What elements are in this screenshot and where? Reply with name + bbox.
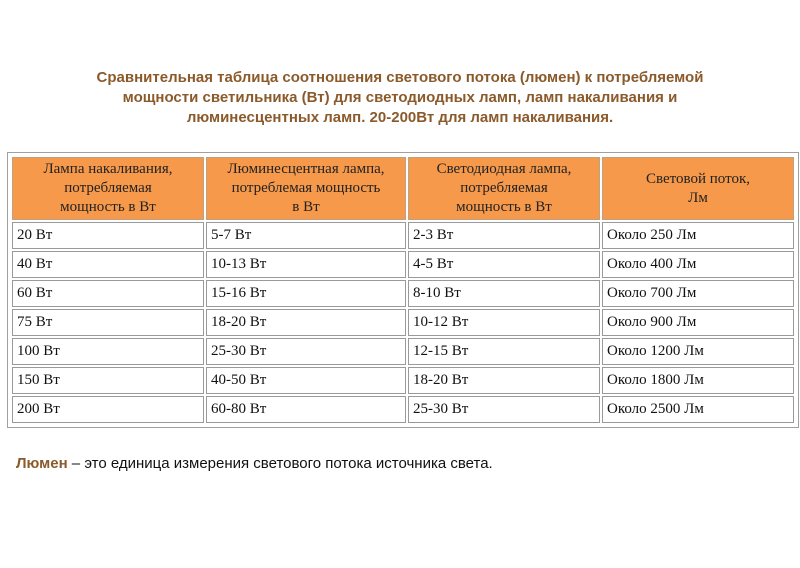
table-row <box>12 367 794 394</box>
title-line-3: люминесцентных ламп. 20-200Вт для ламп накаливания. <box>186 109 614 126</box>
cell-led: 10-12 Вт <box>408 309 600 336</box>
cell-led: 12-15 Вт <box>408 338 600 365</box>
table-row <box>12 338 794 365</box>
footnote-text: – это единица измерения светового потока источника света. <box>67 455 493 472</box>
cell-incandescent: 40 Вт <box>12 251 204 278</box>
table-header-row <box>12 157 794 220</box>
table-row <box>12 309 794 336</box>
cell-incandescent: 200 Вт <box>12 396 204 423</box>
cell-lumens: Около 900 Лм <box>602 309 794 336</box>
cell-incandescent: 20 Вт <box>12 222 204 249</box>
cell-lumens: Около 700 Лм <box>602 280 794 307</box>
title-line-2: мощности светильника (Вт) для светодиодных ламп, ламп накаливания и <box>122 89 678 106</box>
cell-incandescent: 150 Вт <box>12 367 204 394</box>
cell-fluorescent: 15-16 Вт <box>206 280 406 307</box>
cell-led: 2-3 Вт <box>408 222 600 249</box>
table-row <box>12 251 794 278</box>
footnote-term: Люмен <box>16 455 68 472</box>
cell-fluorescent: 18-20 Вт <box>206 309 406 336</box>
table-row <box>12 280 794 307</box>
cell-fluorescent: 5-7 Вт <box>206 222 406 249</box>
cell-incandescent: 60 Вт <box>12 280 204 307</box>
header-fluorescent: Люминесцентная лампа, потреблемая мощность в Вт <box>206 157 406 220</box>
cell-led: 25-30 Вт <box>408 396 600 423</box>
cell-lumens: Около 400 Лм <box>602 251 794 278</box>
cell-incandescent: 100 Вт <box>12 338 204 365</box>
cell-led: 4-5 Вт <box>408 251 600 278</box>
cell-fluorescent: 10-13 Вт <box>206 251 406 278</box>
title-line-1: Сравнительная таблица соотношения светового потока (люмен) к потребляемой <box>96 69 704 86</box>
cell-fluorescent: 60-80 Вт <box>206 396 406 423</box>
table-row <box>12 222 794 249</box>
cell-led: 18-20 Вт <box>408 367 600 394</box>
cell-lumens: Около 250 Лм <box>602 222 794 249</box>
header-led: Светодиодная лампа, потребляемая мощность в Вт <box>408 157 600 220</box>
cell-fluorescent: 40-50 Вт <box>206 367 406 394</box>
cell-incandescent: 75 Вт <box>12 309 204 336</box>
cell-lumens: Около 1200 Лм <box>602 338 794 365</box>
cell-led: 8-10 Вт <box>408 280 600 307</box>
header-luminous-flux: Световой поток, Лм <box>602 157 794 220</box>
table-row <box>12 396 794 423</box>
cell-lumens: Около 2500 Лм <box>602 396 794 423</box>
cell-lumens: Около 1800 Лм <box>602 367 794 394</box>
cell-fluorescent: 25-30 Вт <box>206 338 406 365</box>
comparison-table-frame <box>7 152 799 428</box>
footnote <box>16 455 493 472</box>
page-title <box>30 68 770 128</box>
header-incandescent: Лампа накаливания, потребляемая мощность в Вт <box>12 157 204 220</box>
comparison-table <box>10 155 796 425</box>
